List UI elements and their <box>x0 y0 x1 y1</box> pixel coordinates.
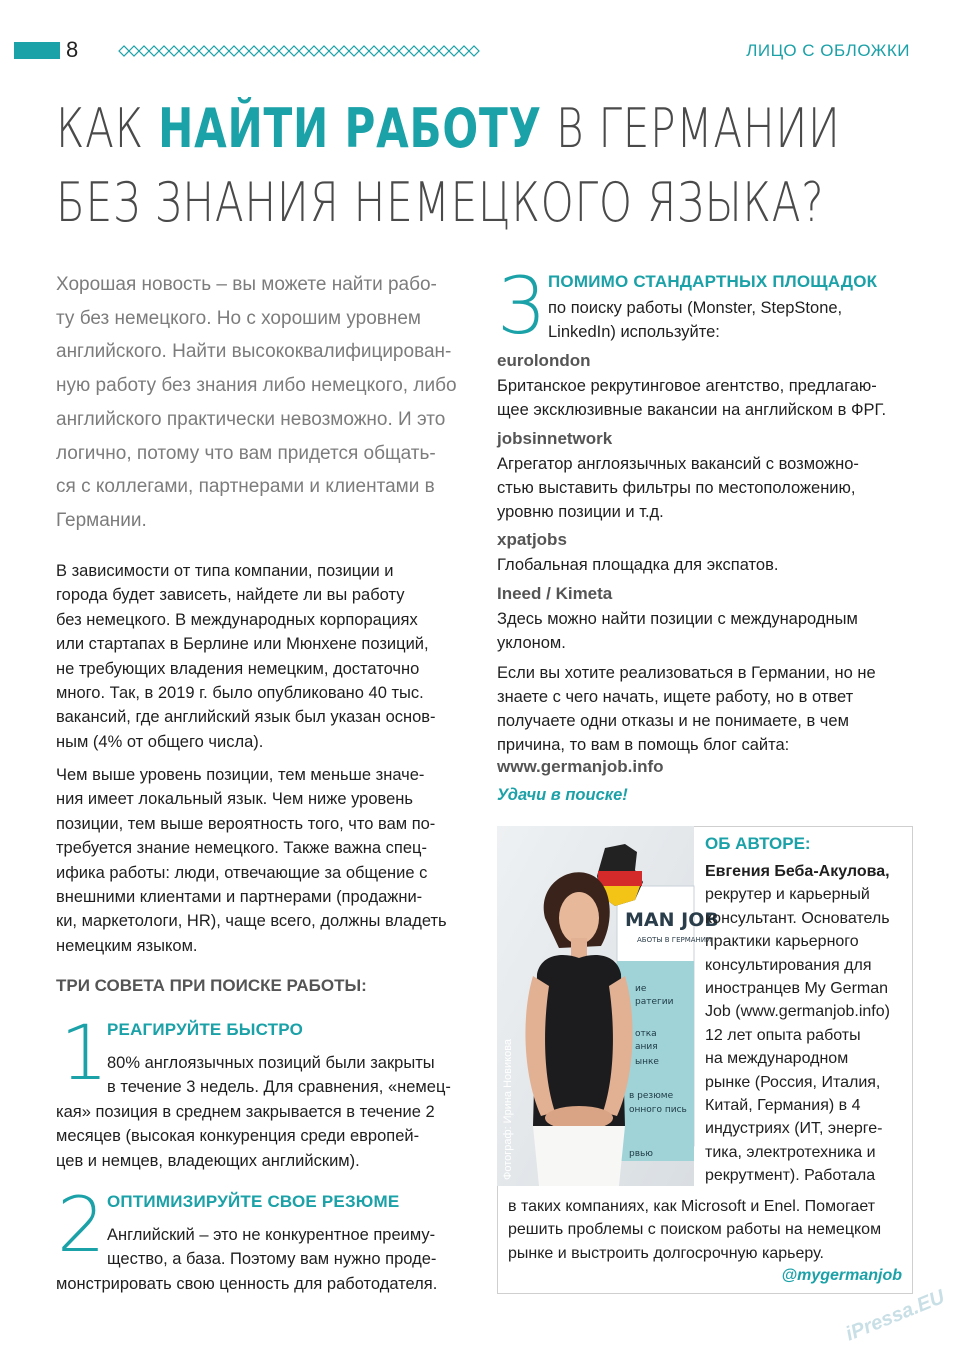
diamond-mark <box>269 46 279 56</box>
author-bio: Евгения Беба-Акулова, рекрутер и карьерный консультант. Основатель практики карьерного консультирования для иностранцев My German Job (www.germanjob.info) 12 лет опыта работы на международном рынке (Россия, Италия, Китай, Германия) в 4 индустриях (ИТ, энерге- тика, электротехника и рекрутмент). Работала <box>705 860 910 1188</box>
photo-credit: Фотограф: Ирина Новикова <box>502 1038 514 1180</box>
diamond-mark <box>329 46 339 56</box>
tip-1-heading: РЕАГИРУЙТЕ БЫСТРО <box>107 1020 304 1039</box>
diamond-mark <box>279 46 289 56</box>
author-handle[interactable]: @mygermanjob <box>781 1267 902 1284</box>
tip-2-text-indented: Английский – это не конкурентное преиму- щество, а база. Поэтому вам нужно проде- <box>107 1226 437 1269</box>
header-accent-bar <box>14 42 60 59</box>
banner-item: ынке <box>635 1057 659 1067</box>
tip-1-text: кая» позиция в среднем закрывается в течение 2 месяцев (высокая конкуренция среди европей- цев и немцев, владеющих английским). <box>56 1103 435 1170</box>
resource-xpatjobs-name: xpatjobs <box>497 530 567 549</box>
diamond-mark <box>149 46 159 56</box>
diamond-mark <box>219 46 229 56</box>
resource-eurolondon-text: Британское рекрутинговое агентство, предлагаю- щее эксклюзивные вакансии на английском в ФРГ. <box>497 377 887 419</box>
diamond-mark <box>369 46 379 56</box>
author-photo <box>497 826 719 1186</box>
diamond-mark <box>299 46 309 56</box>
diamond-mark <box>189 46 199 56</box>
diamond-mark <box>389 46 399 56</box>
tip-3-number: 3 <box>497 262 547 352</box>
closing-paragraph: Если вы хотите реализоваться в Германии, но не знаете с чего начать, ищете работу, но в ответ получаете одни отказы и не понимаете, в чем причина, то вам в помощь блог сайта: <box>497 664 876 754</box>
diamond-mark <box>129 46 139 56</box>
resource-jobsinnetwork-name: jobsinnetwork <box>497 429 613 448</box>
diamond-mark <box>339 46 349 56</box>
diamond-mark <box>199 46 209 56</box>
article-title <box>56 92 936 240</box>
tips-heading: ТРИ СОВЕТА ПРИ ПОИСКЕ РАБОТЫ: <box>56 976 367 995</box>
diamond-mark <box>159 46 169 56</box>
diamond-mark <box>289 46 299 56</box>
diamond-mark <box>179 46 189 56</box>
diamond-mark <box>309 46 319 56</box>
diamond-mark <box>399 46 409 56</box>
banner-item: ания <box>635 1042 658 1052</box>
resource-xpatjobs-text: Глобальная площадка для экспатов. <box>497 556 779 574</box>
tip-3-text: по поиску работы (Monster, StepStone, LinkedIn) используйте: <box>548 299 843 341</box>
diamond-mark <box>419 46 429 56</box>
diamond-mark <box>239 46 249 56</box>
paragraph-1: В зависимости от типа компании, позиции и города будет зависеть, найдете ли вы работу без немецкого. В международных корпорациях или стартапах в Берлине или Мюнхене позиций, не требующих владения немецким, достаточно много. Так, в 2019 г. было опубликовано 40 тыс. вакансий, где английский язык был указан основ- ным (4% от общего числа). <box>56 562 436 751</box>
diamond-mark <box>119 46 129 56</box>
title-line-1: КАК НАЙТИ РАБОТУ В ГЕРМАНИИ <box>56 97 841 160</box>
diamond-mark <box>249 46 259 56</box>
closing-url[interactable]: www.germanjob.info <box>497 757 664 776</box>
diamond-ornament <box>118 43 480 59</box>
banner-item: в резюме <box>629 1091 674 1101</box>
title-highlight: НАЙТИ РАБОТУ <box>158 97 542 160</box>
tip-1-number: 1 <box>60 1008 109 1097</box>
author-bio-continued: в таких компаниях, как Microsoft и Enel. Помогает решить проблемы с поиском работы на немецком рынке и выстроить долгосрочную карьеру. <box>508 1198 882 1262</box>
author-photo-illustration <box>497 826 719 1186</box>
good-luck-text: Удачи в поиске! <box>497 786 628 804</box>
diamond-mark <box>359 46 369 56</box>
diamond-mark <box>349 46 359 56</box>
tip-2-text: монстрировать свою ценность для работодателя. <box>56 1275 438 1293</box>
diamond-mark <box>139 46 149 56</box>
diamond-mark <box>429 46 439 56</box>
diamond-mark <box>459 46 469 56</box>
diamond-mark <box>169 46 179 56</box>
banner-item: ие <box>635 984 647 994</box>
lead-paragraph: Хорошая новость – вы можете найти рабо- ту без немецкого. Но с хорошим уровнем английского. Найти высококвалифицирован- ную работу без знания либо немецкого, либо английского практически невозможно. И это логично, потому что вам придется общать- ся с коллегами, партнерами и клиентами в Германии. <box>56 274 457 531</box>
author-name: Евгения Беба-Акулова, <box>705 863 890 880</box>
banner-item: рвью <box>629 1149 653 1159</box>
diamond-mark <box>439 46 449 56</box>
resource-eurolondon-name: eurolondon <box>497 351 591 370</box>
diamond-mark <box>469 46 479 56</box>
banner-subtitle: АБОТЫ В ГЕРМАНИИ <box>637 936 712 944</box>
watermark: iPressa.EU <box>843 1286 949 1346</box>
diamond-mark <box>379 46 389 56</box>
diamond-mark <box>319 46 329 56</box>
resource-ineed-kimeta-name: Ineed / Kimeta <box>497 584 613 603</box>
tip-2-number: 2 <box>57 1180 106 1269</box>
tip-3-heading: ПОМИМО СТАНДАРТНЫХ ПЛОЩАДОК <box>548 272 878 291</box>
diamond-mark <box>259 46 269 56</box>
resource-ineed-kimeta-text: Здесь можно найти позиции с международным уклоном. <box>497 610 858 652</box>
author-heading: ОБ АВТОРЕ: <box>705 834 811 853</box>
banner-item: онного пись <box>629 1105 687 1115</box>
banner-item: отка <box>635 1029 657 1039</box>
diamond-mark <box>409 46 419 56</box>
diamond-mark <box>229 46 239 56</box>
banner-item: ратегии <box>635 997 674 1007</box>
page-number: 8 <box>66 37 79 62</box>
paragraph-2: Чем выше уровень позиции, тем меньше значе- ния имеет локальный язык. Чем ниже уровень позиции, тем выше вероятность того, что вам по- требуется знание немецкого. Также важна спец- ифика работы: люди, отвечающие за общение с внешними клиентами и партнерами (продажни- ки, маркетологи, HR), чаще всего, должны владеть немецким языком. <box>56 766 447 955</box>
section-label: ЛИЦО С ОБЛОЖКИ <box>746 41 910 60</box>
diamond-mark <box>209 46 219 56</box>
diamond-mark <box>449 46 459 56</box>
title-line-2: БЕЗ ЗНАНИЯ НЕМЕЦКОГО ЯЗЫКА? <box>56 171 825 234</box>
tip-2-heading: ОПТИМИЗИРУЙТЕ СВОЕ РЕЗЮМЕ <box>107 1192 400 1211</box>
tip-1-text-indented: 80% англоязычных позиций были закрыты в течение 3 недель. Для сравнения, «немец- <box>107 1054 451 1097</box>
resource-jobsinnetwork-text: Агрегатор англоязычных вакансий с возможно- стью выставить фильтры по местоположению, уровню позиции и т.д. <box>497 455 859 521</box>
banner-title: MAN JOB <box>625 909 719 931</box>
